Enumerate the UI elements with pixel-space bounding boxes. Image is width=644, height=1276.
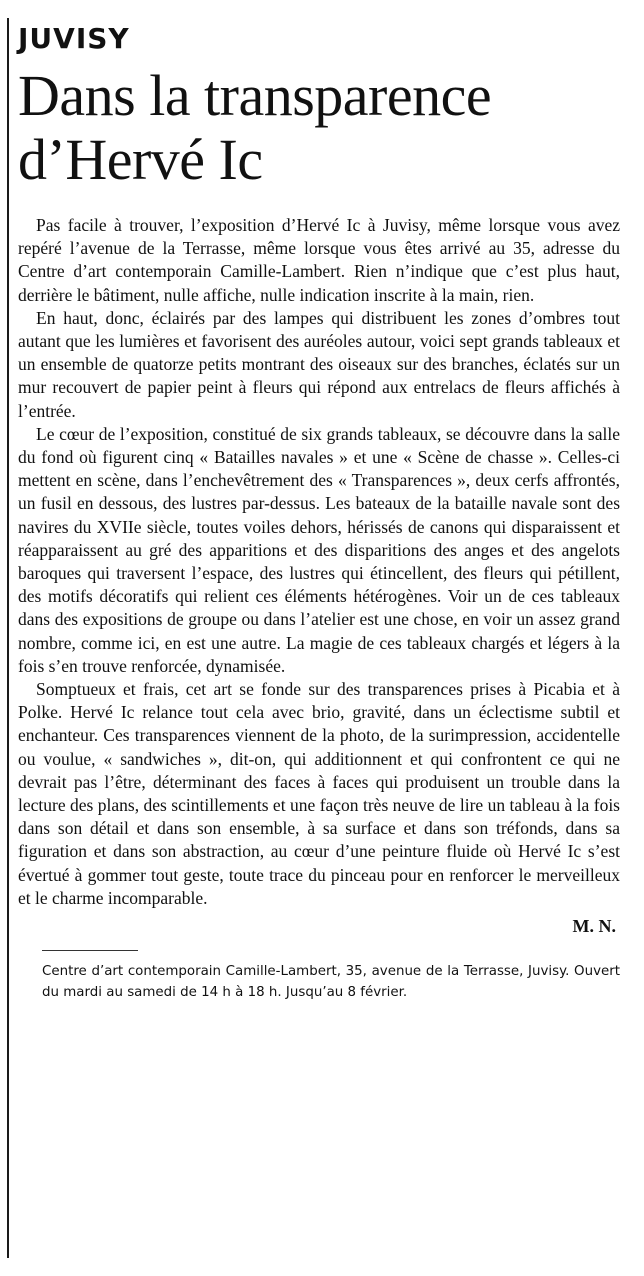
- author-signature: M. N.: [572, 916, 616, 937]
- column-rule: [7, 18, 9, 1258]
- article: [18, 18, 620, 1003]
- paragraph: Somptueux et frais, cet art se fonde sur des transparences prises à Picabia et à Polke. Hervé Ic relance tout cela avec brio, gravité, dans un éclectisme subtil et enchanteur. Ces transparences viennent de la photo, de la surimpression, accidentelle ou voulue, « sandwiches », dit-on, qui additionnent et qui confrontent ce qui ne devrait pas l’être, déterminant des faces à faces qui produisent un trouble dans la lecture des plans, des scintillements et une façon très neuve de lire un tableau à la fois dans son détail et dans son ensemble, à sa surface et dans son tréfonds, dans sa figuration et dans son abstraction, au cœur d’une peinture fluide où Hervé Ic s’est évertué à gommer tout geste, toute trace du pinceau pour en renforcer le merveilleux et le charme incomparable.: [18, 679, 620, 908]
- kicker: JUVISY: [18, 22, 130, 55]
- exhibition-info: Centre d’art contemporain Camille-Lambert, 35, avenue de la Terrasse, Juvisy. Ouvert du mardi au samedi de 14 h à 18 h. Jusqu’au 8 février.: [42, 964, 620, 1001]
- headline: Dans la transparence d’Hervé Ic: [18, 63, 492, 192]
- paragraph: En haut, donc, éclairés par des lampes qui distribuent les zones d’ombres tout autant que les lumières et favorisent des auréoles autour, voici sept grands tableaux et un ensemble de quatorze petits montrant des oiseaux sur des branches, éclatés sur un mur recouvert de papier peint à fleurs qui répond aux entrelacs de fleurs affichés à l’entrée.: [18, 307, 620, 421]
- article-body: [18, 214, 620, 910]
- paragraph: Le cœur de l’exposition, constitué de six grands tableaux, se découvre dans la salle du fond où figurent cinq « Batailles navales » et une « Scène de chasse ». Celles-ci mettent en scène, dans l’enchevêtrement des « Transparences », deux cerfs affrontés, un fusil en dessous, des lustres par-dessus. Les bateaux de la bataille navale sont des navires du XVIIe siècle, toutes voiles dehors, hérissés de canons qui disparaissent et réapparaissent au gré des apparitions et des disparitions des anges et des angelots baroques qui traversent l’espace, des lustres qui étincellent, des fleurs qui pétillent, des motifs décoratifs qui relient ces éléments hétérogènes. Voir un de ces tableaux dans des expositions de groupe ou dans l’atelier est une chose, en voir un assez grand nombre, comme ici, en est une autre. La magie de ces tableaux chargés et légers à la fois s’en trouve renforcée, dynamisée.: [18, 423, 620, 676]
- paragraph: Pas facile à trouver, l’exposition d’Hervé Ic à Juvisy, même lorsque vous avez repéré l’avenue de la Terrasse, même lorsque vous êtes arrivé au 35, adresse du Centre d’art contemporain Camille-Lambert. Rien n’indique que c’est plus haut, derrière le bâtiment, nulle affiche, nulle indication inscrite à la main, rien.: [18, 215, 620, 305]
- separator: [42, 950, 138, 951]
